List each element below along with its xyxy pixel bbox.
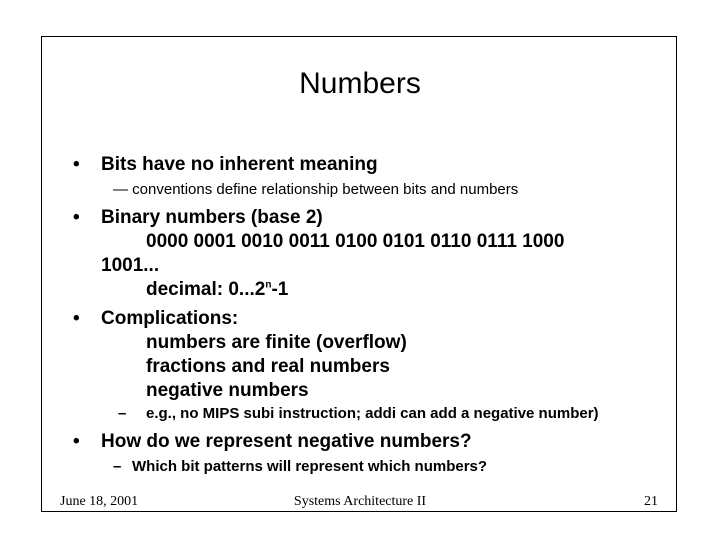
bullet-2-marker: • <box>73 207 80 228</box>
decimal-range-prefix: decimal: 0...2 <box>146 279 266 300</box>
decimal-range <box>146 278 288 302</box>
slide-title: Numbers <box>299 67 421 100</box>
bullet-3-text: Complications: <box>101 308 239 329</box>
bullet-4-marker: • <box>73 431 80 452</box>
bullet-3-marker: • <box>73 308 80 329</box>
complication-item: negative numbers <box>146 380 309 401</box>
decimal-range-suffix: -1 <box>271 279 289 300</box>
bullet-4-text: How do we represent negative numbers? <box>101 431 472 452</box>
bullet-3-subtext: e.g., no MIPS subi instruction; addi can add a negative number) <box>146 405 599 422</box>
footer-page-number: 21 <box>644 494 658 509</box>
binary-sequence-line-1: 0000 0001 0010 0011 0100 0101 0110 0111 1000 <box>146 231 565 252</box>
complication-item: fractions and real numbers <box>146 356 390 377</box>
bullet-4-sub-dash: – <box>113 458 122 475</box>
bullet-2-text: Binary numbers (base 2) <box>101 207 323 228</box>
binary-sequence-line-2: 1001... <box>101 255 160 276</box>
footer-course: Systems Architecture II <box>293 494 427 509</box>
bullet-3-sub-dash: – <box>118 405 127 422</box>
decimal-range-exponent: n <box>265 279 272 291</box>
bullet-1-marker: • <box>73 154 80 175</box>
footer-date: June 18, 2001 <box>60 494 139 509</box>
bullet-4-subtext: Which bit patterns will represent which numbers? <box>132 458 488 475</box>
bullet-1-text: Bits have no inherent meaning <box>101 154 378 175</box>
complication-item: numbers are finite (overflow) <box>146 332 407 353</box>
bullet-1-subtext: — conventions define relationship between bits and numbers <box>113 181 519 198</box>
